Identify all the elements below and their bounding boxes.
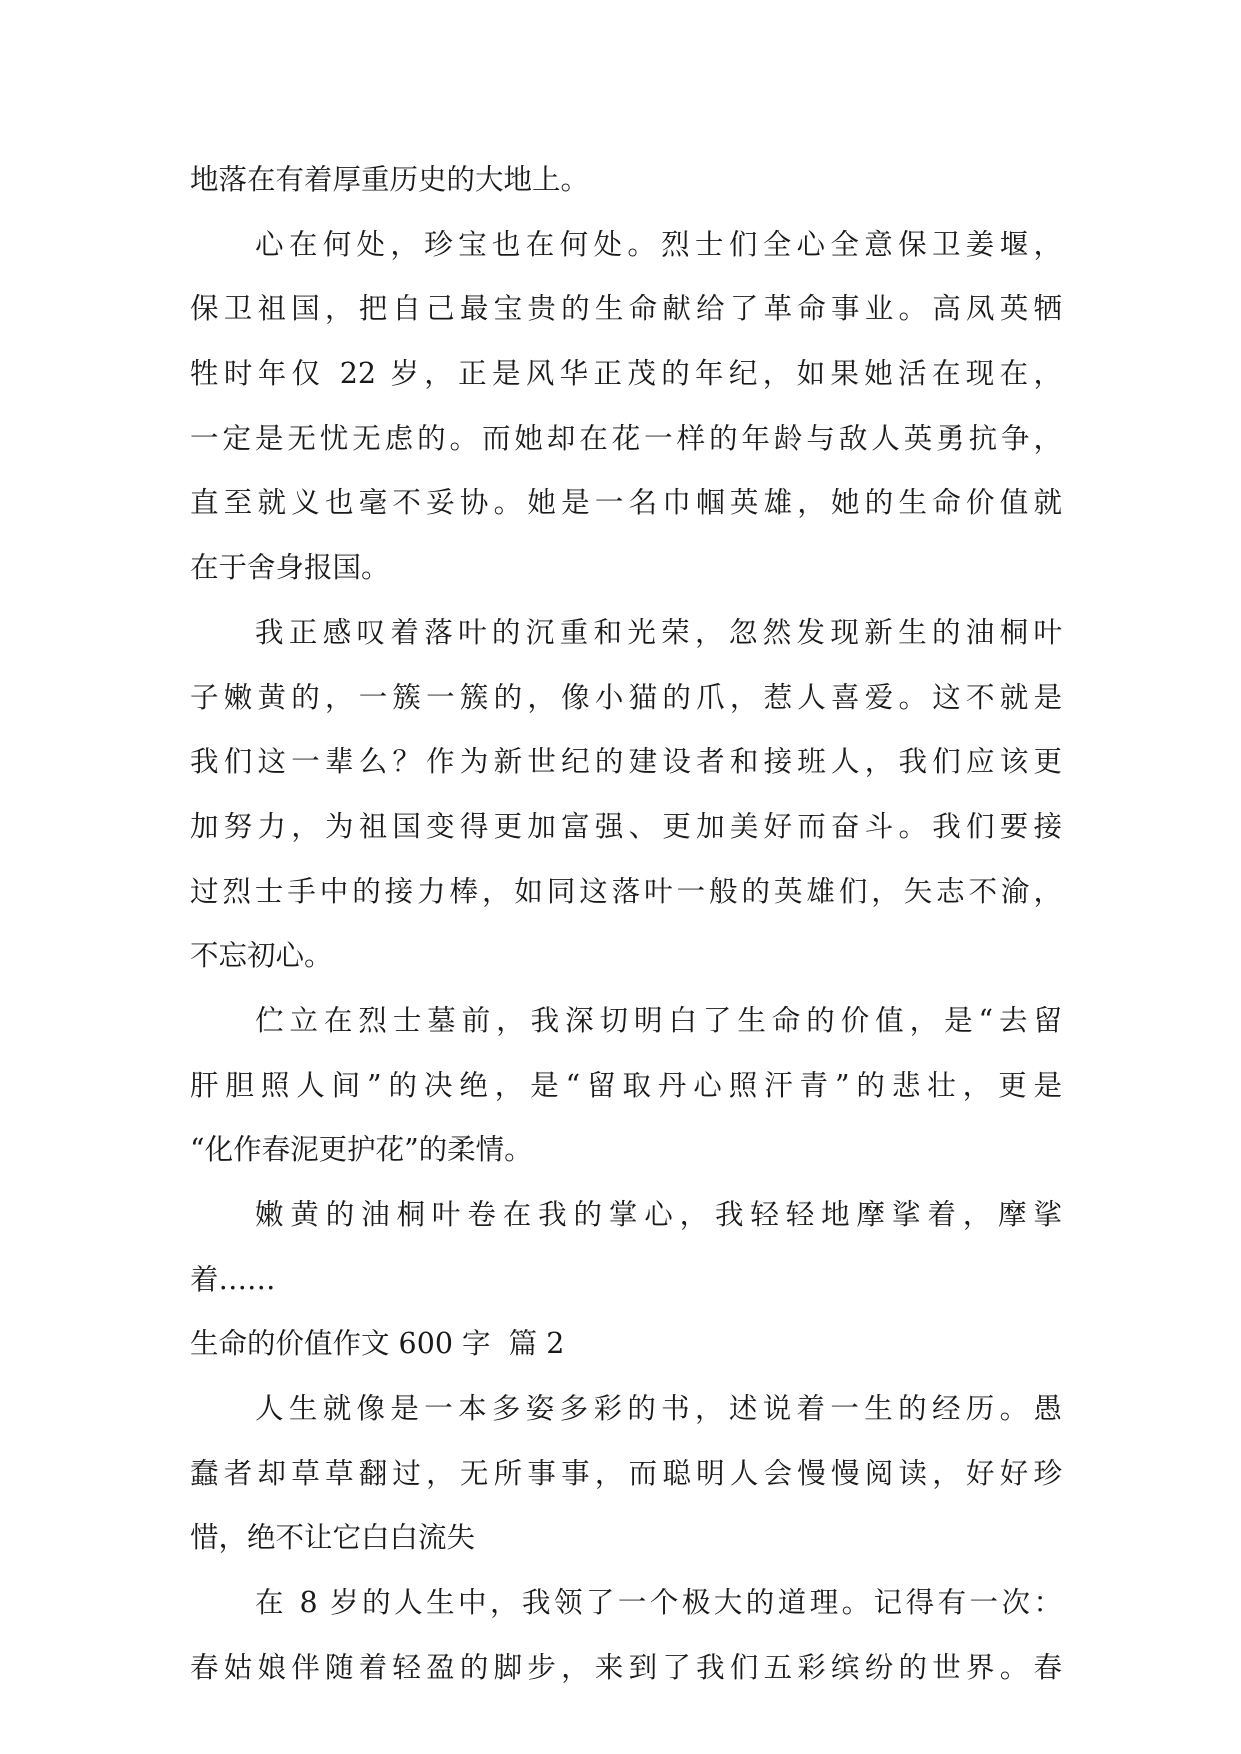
text-line: 我们这一辈么？作为新世纪的建设者和接班人，我们应该更 [190,745,1062,779]
text-line: 加努力，为祖国变得更加富强、更加美好而奋斗。我们要接 [190,809,1062,843]
text-line: 子嫩黄的，一簇一簇的，像小猫的爪，惹人喜爱。这不就是 [190,680,1062,714]
text-line: 保卫祖国，把自己最宝贵的生命献给了革命事业。高凤英牺 [190,292,1062,326]
paragraph-start-line: 嫩黄的油桐叶卷在我的掌心，我轻轻地摩挲着，摩挲 [255,1198,1062,1231]
text-line: 过烈士手中的接力棒，如同这落叶一般的英雄们，矢志不渝， [190,874,1062,908]
paragraph-start-line: 人生就像是一本多姿多彩的书，述说着一生的经历。愚 [255,1392,1062,1426]
essay-body [190,160,1062,1713]
text-line: 肝胆照人间”的决绝，是“留取丹心照汗青”的悲壮，更是 [190,1068,1062,1102]
paragraph-start-line: 在 8 岁的人生中，我领了一个极大的道理。记得有一次： [255,1586,1062,1620]
text-line: 着…… [190,1262,276,1296]
text-line: 不忘初心。 [190,939,333,973]
text-line: 一定是无忧无虑的。而她却在花一样的年龄与敌人英勇抗争， [190,421,1062,455]
paragraph-start-line: 我正感叹着落叶的沉重和光荣，忽然发现新生的油桐叶 [255,615,1062,649]
text-line: 地落在有着厚重历史的大地上。 [190,163,590,196]
text-line: 在于舍身报国。 [190,551,390,585]
paragraph-start-line: 心在何处，珍宝也在何处。烈士们全心全意保卫姜堰， [255,227,1062,261]
section-heading: 生命的价值作文 600 字 篇 2 [190,1327,565,1361]
text-line: 直至就义也毫不妥协。她是一名巾帼英雄，她的生命价值就 [190,486,1062,520]
text-line: 春姑娘伴随着轻盈的脚步，来到了我们五彩缤纷的世界。春 [190,1650,1062,1684]
text-line: “化作春泥更护花”的柔情。 [190,1133,533,1167]
text-line: 蠢者却草草翻过，无所事事，而聪明人会慢慢阅读，好好珍 [190,1456,1062,1490]
text-line: 牲时年仅 22 岁，正是风华正茂的年纪，如果她活在现在， [190,357,1062,391]
text-line: 惜，绝不让它白白流失 [190,1521,476,1555]
paragraph-start-line: 伫立在烈士墓前，我深切明白了生命的价值，是“去留 [255,1003,1062,1037]
